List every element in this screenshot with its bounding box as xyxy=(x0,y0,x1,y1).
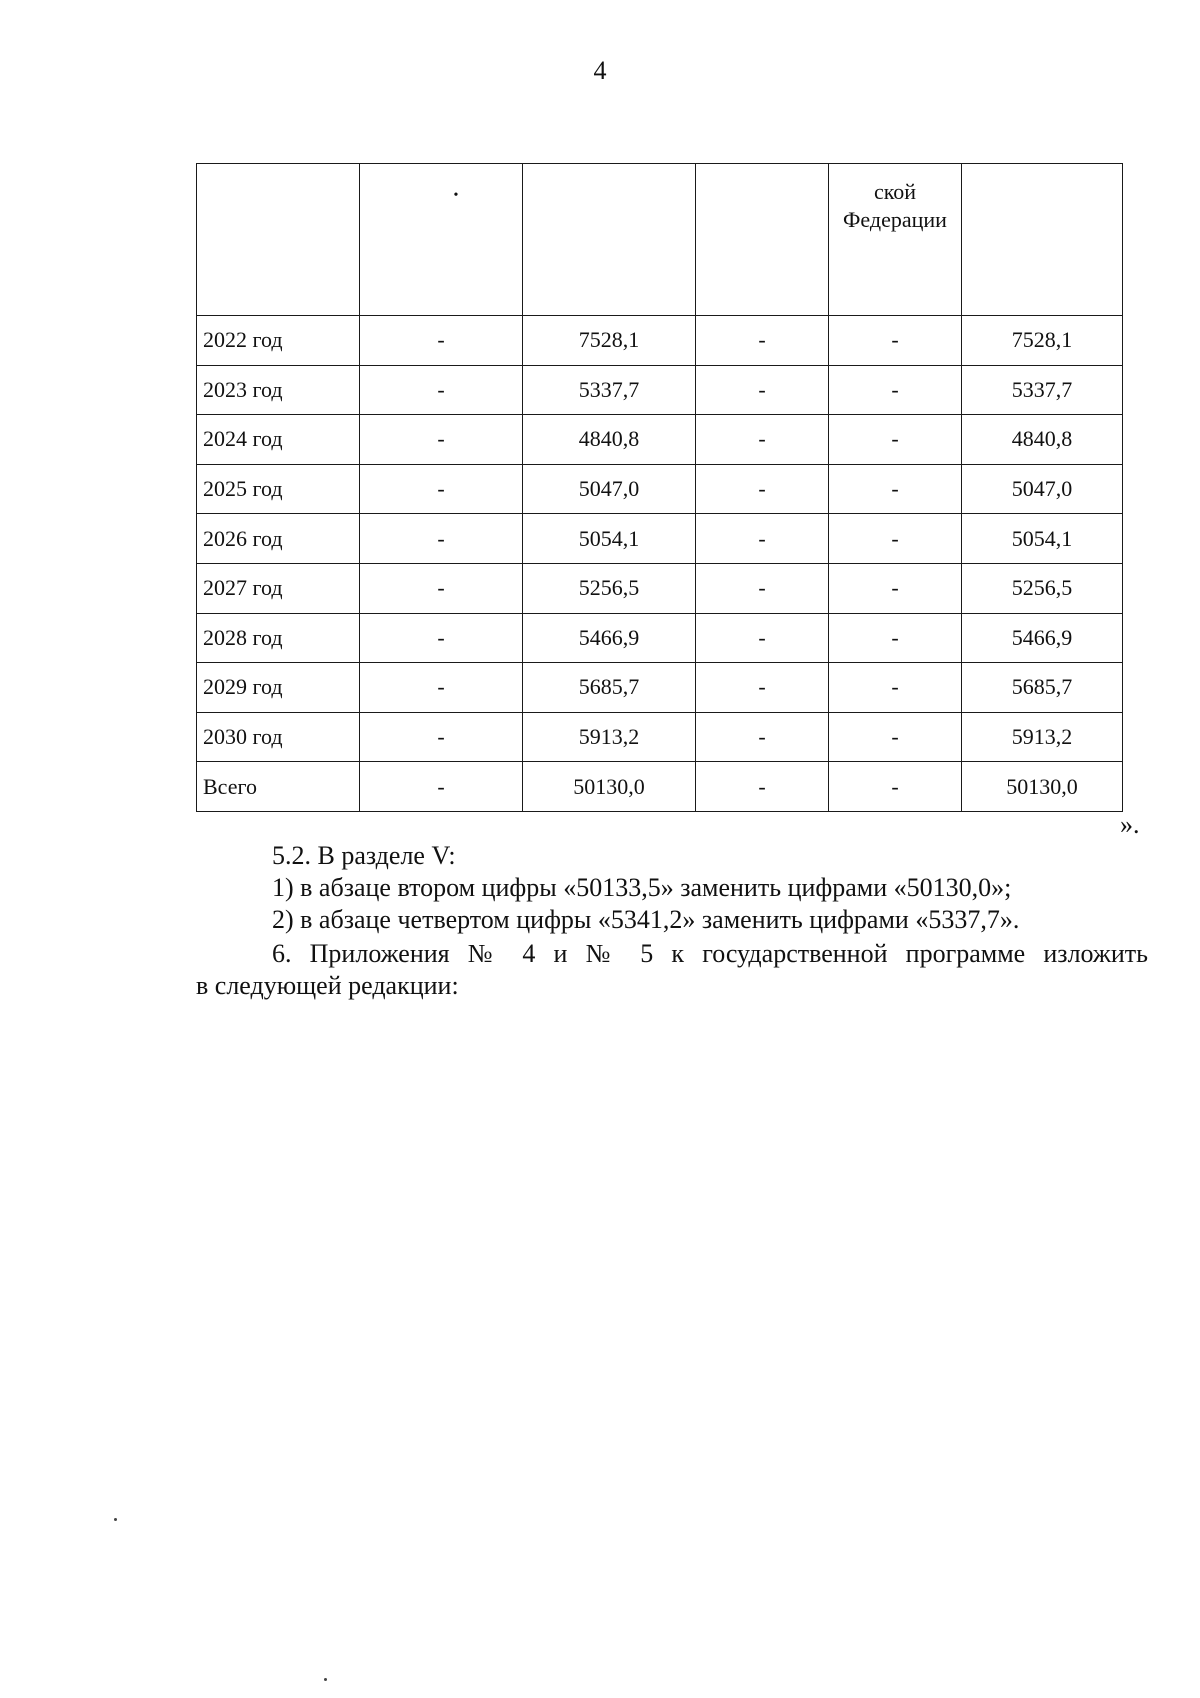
paragraph-item-1: 1) в абзаце втором цифры «50133,5» заменить цифрами «50130,0»; xyxy=(272,873,1012,902)
value-cell: 5913,2 xyxy=(523,712,696,762)
scan-speck xyxy=(114,1518,117,1521)
value-cell: - xyxy=(360,464,523,514)
paragraph-item-6-continuation: в следующей редакции: xyxy=(196,971,459,1000)
value-cell: - xyxy=(360,514,523,564)
value-cell: - xyxy=(696,365,829,415)
value-cell: - xyxy=(360,762,523,812)
paragraph-section-5-2: 5.2. В разделе V: xyxy=(272,841,456,870)
header-cell xyxy=(962,164,1123,316)
value-cell: 7528,1 xyxy=(523,316,696,366)
value-cell: - xyxy=(829,415,962,465)
row-label-cell: 2028 год xyxy=(197,613,360,663)
table-row xyxy=(197,712,1123,762)
value-cell: 50130,0 xyxy=(962,762,1123,812)
value-cell: - xyxy=(360,415,523,465)
value-cell: 5047,0 xyxy=(523,464,696,514)
scan-dot: • xyxy=(453,188,459,203)
header-cell: ской Федерации xyxy=(829,164,962,316)
table-row xyxy=(197,663,1123,713)
value-cell: 5913,2 xyxy=(962,712,1123,762)
value-cell: 5047,0 xyxy=(962,464,1123,514)
table-body xyxy=(197,316,1123,812)
value-cell: 4840,8 xyxy=(962,415,1123,465)
value-cell: - xyxy=(696,316,829,366)
value-cell: - xyxy=(696,563,829,613)
table-row xyxy=(197,316,1123,366)
value-cell: 5685,7 xyxy=(962,663,1123,713)
budget-table xyxy=(196,163,1123,812)
value-cell: 5054,1 xyxy=(523,514,696,564)
table-header-row xyxy=(197,164,1123,316)
value-cell: 5337,7 xyxy=(523,365,696,415)
value-cell: - xyxy=(829,762,962,812)
value-cell: 5685,7 xyxy=(523,663,696,713)
value-cell: 5466,9 xyxy=(962,613,1123,663)
value-cell: - xyxy=(696,464,829,514)
header-cell xyxy=(360,164,523,316)
value-cell: - xyxy=(829,464,962,514)
value-cell: - xyxy=(696,514,829,564)
header-cell xyxy=(197,164,360,316)
table-row xyxy=(197,365,1123,415)
row-label-cell: 2029 год xyxy=(197,663,360,713)
row-label-cell: 2025 год xyxy=(197,464,360,514)
value-cell: 4840,8 xyxy=(523,415,696,465)
page-number: 4 xyxy=(593,56,607,85)
row-label-cell: 2027 год xyxy=(197,563,360,613)
value-cell: - xyxy=(696,663,829,713)
value-cell: 5256,5 xyxy=(523,563,696,613)
row-label-cell: 2026 год xyxy=(197,514,360,564)
value-cell: - xyxy=(360,365,523,415)
value-cell: - xyxy=(829,563,962,613)
value-cell: - xyxy=(360,712,523,762)
value-cell: - xyxy=(360,563,523,613)
value-cell: 7528,1 xyxy=(962,316,1123,366)
value-cell: 50130,0 xyxy=(523,762,696,812)
value-cell: - xyxy=(829,613,962,663)
row-label-cell: 2030 год xyxy=(197,712,360,762)
value-cell: 5256,5 xyxy=(962,563,1123,613)
value-cell: - xyxy=(829,514,962,564)
value-cell: - xyxy=(360,316,523,366)
row-label-cell: Всего xyxy=(197,762,360,812)
header-cell xyxy=(523,164,696,316)
value-cell: - xyxy=(360,613,523,663)
value-cell: - xyxy=(829,663,962,713)
row-label-cell: 2022 год xyxy=(197,316,360,366)
table-row xyxy=(197,563,1123,613)
value-cell: 5337,7 xyxy=(962,365,1123,415)
table-row xyxy=(197,613,1123,663)
value-cell: - xyxy=(829,365,962,415)
table-row xyxy=(197,514,1123,564)
value-cell: - xyxy=(829,712,962,762)
value-cell: - xyxy=(696,415,829,465)
row-label-cell: 2023 год xyxy=(197,365,360,415)
scan-speck xyxy=(324,1678,327,1681)
value-cell: - xyxy=(696,762,829,812)
closing-quote: ». xyxy=(1120,810,1140,839)
row-label-cell: 2024 год xyxy=(197,415,360,465)
value-cell: 5466,9 xyxy=(523,613,696,663)
table-row xyxy=(197,464,1123,514)
paragraph-item-6: 6. Приложения № 4 и № 5 к государственной программе изложить xyxy=(272,939,1148,968)
value-cell: - xyxy=(829,316,962,366)
value-cell: - xyxy=(696,613,829,663)
header-cell xyxy=(696,164,829,316)
table-row xyxy=(197,415,1123,465)
paragraph-item-2: 2) в абзаце четвертом цифры «5341,2» заменить цифрами «5337,7». xyxy=(272,905,1020,934)
value-cell: - xyxy=(696,712,829,762)
table-row xyxy=(197,762,1123,812)
value-cell: 5054,1 xyxy=(962,514,1123,564)
value-cell: - xyxy=(360,663,523,713)
